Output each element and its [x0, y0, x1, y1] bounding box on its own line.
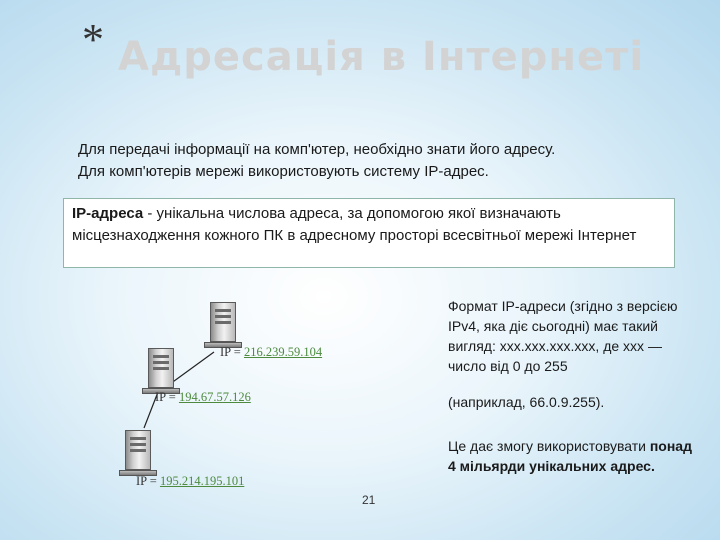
ip-address: 216.239.59.104	[243, 345, 323, 359]
ip-address: 194.67.57.126	[178, 390, 251, 404]
ip-prefix: IP =	[220, 345, 244, 359]
server-tower-icon	[210, 302, 236, 342]
definition-term: IP-адреса	[72, 205, 144, 222]
host-ip-label	[136, 474, 244, 489]
ip-prefix: IP =	[136, 474, 160, 488]
intro-line: Для передачі інформації на комп'ютер, необхідно знати його адресу.	[78, 141, 556, 158]
ip-address: 195.214.195.101	[159, 474, 245, 488]
server-tower-icon	[125, 430, 151, 470]
page-number: 21	[362, 493, 376, 507]
format-example: (наприклад, 66.0.9.255).	[448, 394, 605, 410]
host-ip-label	[155, 390, 251, 405]
format-text: Формат IP-адреси (згідно з версією IPv4, яка діє сьогодні) має такий вигляд: xxx.xxx.xxx.xxx, де xxx — число від 0 до 255	[448, 298, 678, 374]
intro-line: Для комп'ютерів мережі використовують систему IP-адрес.	[78, 163, 489, 180]
server-tower-icon	[148, 348, 174, 388]
slide-title: Адресація в Інтернеті	[118, 34, 645, 80]
conclusion-prefix: Це дає змогу використовувати	[448, 438, 650, 454]
ip-prefix: IP =	[155, 390, 179, 404]
title-bullet: *	[82, 15, 104, 64]
format-description	[448, 296, 688, 412]
conclusion-bold: понад 4 мільярди унікальних адрес.	[448, 438, 692, 474]
network-link	[170, 352, 214, 384]
definition-text: - унікальна числова адреса, за допомогою якої визначають місцезнаходження кожного ПК в адресному просторі всесвітньої мережі Інтернет	[72, 205, 637, 244]
host-ip-label	[220, 345, 322, 360]
conclusion-text	[448, 436, 698, 476]
